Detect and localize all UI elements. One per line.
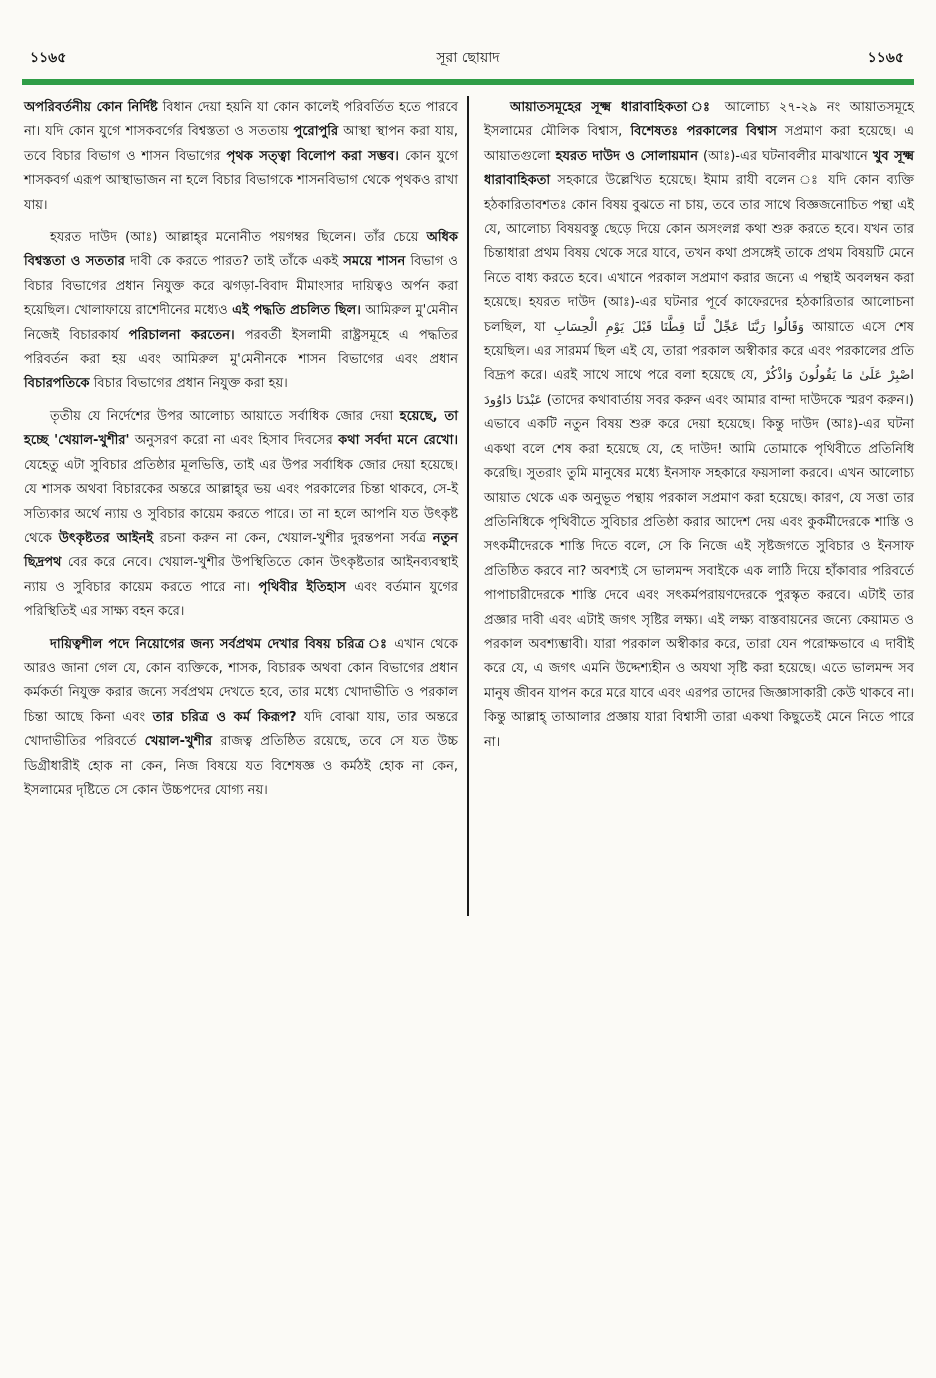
paragraph <box>484 96 914 755</box>
arabic-verse: وَقَالُوا رَبَّنَا عَجِّلْ لَّنَا قِطَّنَا قَبْلَ يَوْمِ الْحِسَابِ <box>553 319 805 335</box>
text-run: অনুসরণ করো না এবং হিসাব দিবসের <box>129 433 339 449</box>
bold-text: এই পদ্ধতি প্রচলিত ছিল। <box>232 303 361 319</box>
text-run: এখান থেকে আরও জানা গেল যে, কোন ব্যক্তিকে, শাসক, বিচারক অথবা কোন বিভাগের প্রধান কর্মকর্তা নিযুক্ত করার জন্যে সর্বপ্রথম দেখতে হবে, তার মধ্যে খোদাভীতি ও পরকাল চিন্তা আছে কিনা এবং <box>24 636 459 725</box>
text-run: কোন যুগে শাসকবর্গ এরূপ আস্থাভাজন না হলে বিচার বিভাগকে শাসনবিভাগ থেকে পৃথকও রাখা যায়। <box>24 148 458 213</box>
text-run: এবং বর্তমান যুগের পরিস্থিতিই এর সাক্ষ্য বহন করে। <box>24 579 458 620</box>
arabic-verse: اصْبِرْ عَلَىٰ مَا يَقُولُونَ وَاذْكُرْ عَبْدَنَا دَاوُودَ <box>484 368 914 408</box>
header-rule <box>22 79 914 85</box>
bold-text: হযরত দাউদ ও সোলায়মান <box>555 148 698 164</box>
text-run: বিভাগ ও বিচার বিভাগের প্রধান নিযুক্ত করে ঝগড়া-বিবাদ মীমাংসার দায়িত্বও অর্পন করা হয়েছিল। খোলাফায়ে রাশেদীনের মধ্যেও <box>24 254 458 319</box>
paragraph <box>24 96 458 218</box>
paragraph <box>24 226 458 397</box>
bold-text: অপরিবর্তনীয় কোন নির্দিষ্ট <box>24 100 158 115</box>
bold-text: বিচারপতিকে <box>24 376 90 392</box>
paragraph <box>24 633 458 804</box>
text-run: যেহেতু এটা সুবিচার প্রতিষ্ঠার মূলভিত্তি, তাই এর উপর সর্বাধিক জোর দেয়া হয়েছে। যে শাসক অথবা বিচারকের অন্তরে আল্লাহ্‌র ভয় এবং পরকালের চিন্তা থাকবে, সে-ই সত্যিকার অর্থে ন্যায় ও সুবিচার কায়েম করতে পারে। তা না হলে আপনি যত উৎকৃষ্ট থেকে <box>24 457 458 546</box>
bold-text: তার চরিত্র ও কর্ম কিরূপ? <box>152 709 297 725</box>
bold-text: নতুন ছিদ্রপথ <box>24 530 458 571</box>
bold-text: পরিচালনা করতেন। <box>128 327 235 343</box>
page-number-left: ১১৬৫ <box>30 50 67 66</box>
bold-text: কথা সর্বদা মনে রেখো। <box>338 433 458 449</box>
text-run: হযরত দাউদ (আঃ) আল্লাহ্‌র মনোনীত পয়গম্বর ছিলেন। তাঁর চেয়ে <box>50 230 427 246</box>
bold-text: অধিক বিশ্বস্ততা ও সততার <box>24 230 458 270</box>
text-run: রচনা করুন না কেন, খেয়াল-খুশীর দুরন্তপনা সর্বত্র <box>153 530 433 546</box>
page-number-right: ১১৬৫ <box>867 50 904 66</box>
text-run: পরবর্তী ইসলামী রাষ্ট্রসমূহে এ পদ্ধতির পরিবর্তন করা হয় এবং আমিরুল মু'মেনীনকে শাসন বিভাগের এবং প্রধান <box>24 327 458 368</box>
text-run: সহকারে উল্লেখিত হয়েছে। ইমাম রাযী বলেন ঃ যদি কোন ব্যক্তি হঠকারিতাবশতঃ কোন বিষয় বুঝতে না চায়, তবে তার সাথে বিজ্ঞজনোচিত পন্থা এই যে, আলোচ্য বিষয়বস্তু ছেড়ে দিয়ে কোন অসংলগ্ন কথা শুরু করতে হবে। যখন তার চিন্তাধারা প্রথম বিষয় থেকে সরে যাবে, তখন কথা প্রসঙ্গেই তাকে প্রথম বিষয়টি মেনে নিতে বাধ্য করতে হবে। এখানে পরকাল সপ্রমাণ করার জন্যে এ পন্থাই অবলম্বন করা হয়েছে। হযরত দাউদ (আঃ)-এর ঘটনার পূর্বে কাফেরদের হঠকারিতার আলোচনা চলছিল, যা <box>484 173 914 335</box>
section-heading: আয়াতসমূহের সূক্ষ্ম ধারাবাহিকতা ঃ <box>510 100 716 115</box>
left-column <box>24 96 458 811</box>
bold-text: খেয়াল-খুশীর <box>144 734 213 750</box>
text-run: (আঃ)-এর ঘটনাবলীর মাঝখানে <box>697 148 873 164</box>
text-run: সপ্রমাণ করা হয়েছে। এ আয়াতগুলো <box>484 124 914 164</box>
text-run: আস্থা স্থাপন করা যায়, তবে বিচার বিভাগ ও শাসন বিভাগের <box>24 124 458 164</box>
bold-text: হয়েছে, তা হচ্ছে 'খেয়াল-খুশীর' <box>24 408 458 449</box>
bold-text: খুব সূক্ষ্ম ধারাবাহিকতা <box>484 148 914 189</box>
text-run: আলোচ্য ২৭-২৯ নং আয়াতসমূহে ইসলামের মৌলিক বিশ্বাস, <box>484 100 914 140</box>
bold-text: পৃথিবীর ইতিহাস <box>258 579 346 595</box>
text-run: তৃতীয় যে নির্দেশের উপর আলোচ্য আয়াতে সর্বাধিক জোর দেয়া <box>50 408 400 424</box>
page-header <box>22 38 914 68</box>
text-run: যদি বোঝা যায়, তার অন্তরে খোদাভীতির পরিবর্তে <box>24 709 458 750</box>
text-run: রাজত্ব প্রতিষ্ঠিত রয়েছে, তবে সে যত উচ্চ ডিগ্রীধারীই হোক না কেন, নিজ বিষয়ে যত বিশেষজ্ঞ ও কর্মঠই হোক না কেন, ইসলামের দৃষ্টিতে সে কোন উচ্চপদের যোগ্য নয়। <box>24 734 458 798</box>
text-run: বিধান দেয়া হয়নি যা কোন কালেই পরিবর্তিত হতে পারবে না। যদি কোন যুগে শাসকবর্গের বিশ্বস্ততা ও সততায় <box>24 100 458 140</box>
section-heading: দায়িত্বশীল পদে নিয়োগের জন্য সর্বপ্রথম দেখার বিষয় চরিত্র ঃ <box>50 636 389 652</box>
text-run: আমিরুল মু'মেনীন নিজেই বিচারকার্য <box>24 303 458 343</box>
text-run: বিচার বিভাগের প্রধান নিযুক্ত করা হয়। <box>89 376 288 392</box>
text-run: বের করে নেবে। খেয়াল-খুশীর উপস্থিতিতে কোন উৎকৃষ্টতার আইনব্যবস্থাই ন্যায় ও সুবিচার কায়েম করতে পারে না। <box>24 555 458 595</box>
text-run: দাবী কে করতে পারত? তাই তাঁকে একই <box>124 254 344 270</box>
column-divider <box>467 96 469 916</box>
bold-text: পুরোপুরি <box>293 124 339 140</box>
bold-text: বিশেষতঃ পরকালের বিশ্বাস <box>630 124 777 140</box>
bold-text: উৎকৃষ্টতর আইনই <box>58 530 154 546</box>
surah-title: সূরা ছোয়াদ <box>436 50 500 66</box>
paragraph <box>24 405 458 625</box>
text-run: আয়াতে এসে শেষ হয়েছিল। এর সারমর্ম ছিল এই যে, তারা পরকাল অস্বীকার করে এবং পরকালের প্রতি বিদ্রূপ করে। এরই সাথে সাথে পরে বলা হয়েছে যে, <box>484 319 914 384</box>
bold-text: পৃথক সত্ত্বা বিলোপ করা সম্ভব। <box>226 148 399 164</box>
bold-text: সময়ে শাসন <box>343 254 406 270</box>
text-run: (তাদের কথাবার্তায় সবর করুন এবং আমার বান্দা দাউদকে স্মরণ করুন।) এভাবে একটি নতুন বিষয় শুরু করে দেয়া হয়েছে। কিন্তু দাউদ (আঃ)-এর ঘটনা একথা বলে শেষ করা হয়েছে যে, হে দাউদ! আমি তোমাকে পৃথিবীতে প্রতিনিধি করেছি। সুতরাং তুমি মানুষের মধ্যে ইনসাফ সহকারে ফয়সালা করবে। এখন আলোচ্য আয়াত থেকে এক অনুভূত পন্থায় পরকাল সপ্রমাণ করা হয়েছে। কারণ, যে সত্তা তার প্রতিনিধিকে পৃথিবীতে সুবিচার প্রতিষ্ঠা করার আদেশ দেয় এবং কুকর্মীদেরকে শাস্তি ও সৎকর্মীদেরকে শাস্তি দিতে বলে, সে কি নিজে এই সৃষ্টজগতে সুবিচার ও ইনসাফ প্রতিষ্ঠিত করবে না? অবশ্যই সে ভালমন্দ সবাইকে এক লাঠি দিয়ে হাঁকাবার পরিবর্তে পাপাচারীদেরকে শাস্তি দেবে এবং সৎকর্মপরায়ণদেরকে পুরস্কৃত করবে। এটাই তার প্রজ্ঞার দাবী এবং এটাই জগৎ সৃষ্টির লক্ষ্য। এই লক্ষ্য বাস্তবায়নের জন্যে কেয়ামত ও পরকাল অবশ্যম্ভাবী। যারা পরকাল অস্বীকার করে, তারা যেন পরোক্ষভাবে এ দাবীই করে যে, এ জগৎ এমনি উদ্দেশ্যহীন ও অযথা সৃষ্টি করা হয়েছে। এতে ভালমন্দ সব মানুষ জীবন যাপন করে মরে যাবে এবং এরপর তাদের জিজ্ঞাসাকারী কেউ থাকবে না। কিন্তু আল্লাহ্‌ তাআলার প্রজ্ঞায় যারা বিশ্বাসী তারা একথা কিছুতেই মেনে নিতে পারে না। <box>484 392 915 750</box>
right-column <box>484 96 914 763</box>
